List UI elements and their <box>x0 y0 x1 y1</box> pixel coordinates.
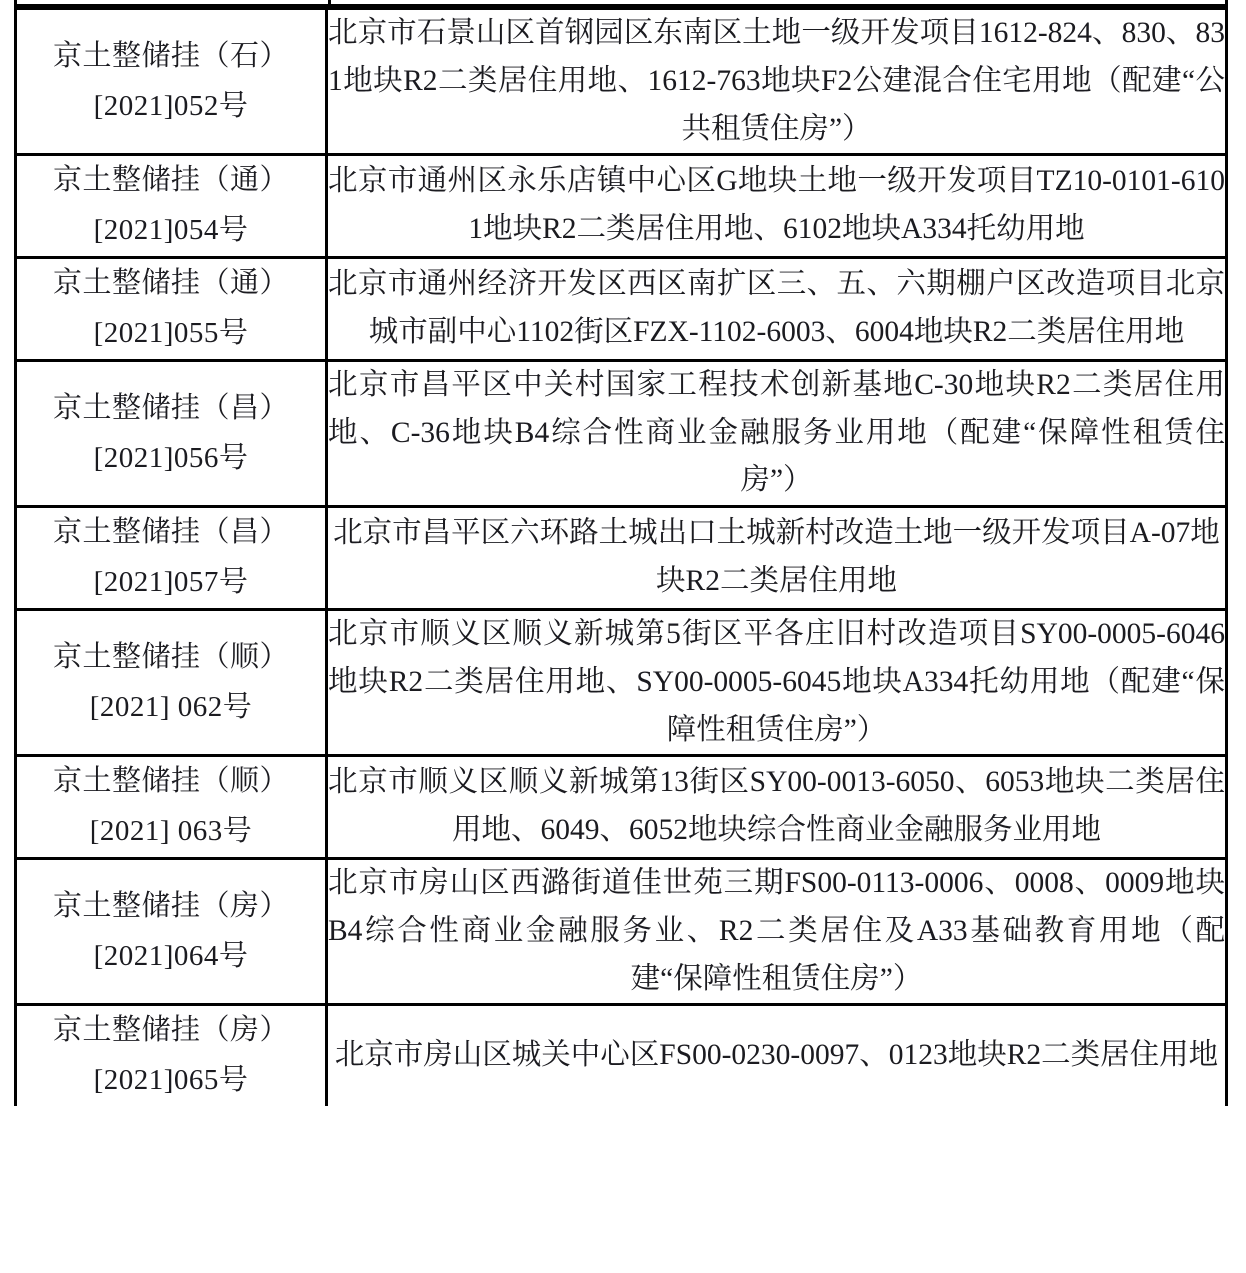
table-body <box>16 9 1227 1107</box>
parcel-code-prefix: 京土整储挂（通） <box>52 164 289 197</box>
table-row <box>16 9 1227 155</box>
parcel-code-number: [2021]057号 <box>93 566 249 599</box>
parcel-description-cell: 北京市房山区城关中心区FS00-0230-0097、0123地块R2二类居住用地 <box>327 1005 1227 1106</box>
clipped-previous-row-border <box>14 0 1228 7</box>
parcel-code-number: [2021]056号 <box>93 441 249 474</box>
parcel-code-number: [2021]054号 <box>93 214 249 247</box>
parcel-code-number: [2021]055号 <box>93 316 249 349</box>
parcel-code-cell <box>16 756 327 859</box>
parcel-description-cell: 北京市昌平区六环路土城出口土城新村改造土地一级开发项目A-07地块R2二类居住用地 <box>327 507 1227 610</box>
parcel-code-cell <box>16 859 327 1005</box>
table-row <box>16 258 1227 361</box>
parcel-description-cell: 北京市顺义区顺义新城第5街区平各庄旧村改造项目SY00-0005-6046地块R2二类居住用地、SY00-0005-6045地块A334托幼用地（配建“保障性租赁住房”） <box>327 609 1227 755</box>
table-row <box>16 155 1227 258</box>
parcel-description-cell: 北京市房山区西潞街道佳世苑三期FS00-0113-0006、0008、0009地块B4综合性商业金融服务业、R2二类居住及A33基础教育用地（配建“保障性租赁住房”） <box>327 859 1227 1005</box>
parcel-code-prefix: 京土整储挂（房） <box>52 1014 289 1047</box>
table-row <box>16 756 1227 859</box>
parcel-description-cell: 北京市顺义区顺义新城第13街区SY00-0013-6050、6053地块二类居住用地、6049、6052地块综合性商业金融服务业用地 <box>327 756 1227 859</box>
land-parcel-table <box>14 7 1228 1106</box>
column-divider <box>328 0 331 4</box>
parcel-code-cell <box>16 507 327 610</box>
table-row <box>16 360 1227 506</box>
parcel-description-cell: 北京市通州区永乐店镇中心区G地块土地一级开发项目TZ10-0101-6101地块R2二类居住用地、6102地块A334托幼用地 <box>327 155 1227 258</box>
parcel-code-prefix: 京土整储挂（昌） <box>52 391 289 424</box>
parcel-code-cell <box>16 609 327 755</box>
parcel-code-cell <box>16 155 327 258</box>
parcel-code-number: [2021]065号 <box>93 1064 249 1097</box>
parcel-code-cell <box>16 258 327 361</box>
parcel-code-prefix: 京土整储挂（顺） <box>52 640 289 673</box>
parcel-code-prefix: 京土整储挂（昌） <box>52 516 289 549</box>
parcel-code-number: [2021]052号 <box>93 89 249 122</box>
parcel-code-cell <box>16 360 327 506</box>
parcel-code-cell <box>16 1005 327 1106</box>
parcel-code-prefix: 京土整储挂（通） <box>52 267 289 300</box>
parcel-code-number: [2021]064号 <box>93 939 249 972</box>
parcel-description-cell: 北京市昌平区中关村国家工程技术创新基地C-30地块R2二类居住用地、C-36地块B4综合性商业金融服务业用地（配建“保障性租赁住房”） <box>327 360 1227 506</box>
parcel-code-prefix: 京土整储挂（石） <box>52 39 289 72</box>
parcel-code-cell <box>16 9 327 155</box>
parcel-code-number: [2021] 062号 <box>89 690 253 723</box>
parcel-description-cell: 北京市通州经济开发区西区南扩区三、五、六期棚户区改造项目北京城市副中心1102街区FZX-1102-6003、6004地块R2二类居住用地 <box>327 258 1227 361</box>
table-row <box>16 859 1227 1005</box>
parcel-code-number: [2021] 063号 <box>89 815 253 848</box>
table-row <box>16 1005 1227 1106</box>
table-row <box>16 507 1227 610</box>
parcel-code-prefix: 京土整储挂（顺） <box>52 765 289 798</box>
table-row <box>16 609 1227 755</box>
parcel-description-cell: 北京市石景山区首钢园区东南区土地一级开发项目1612-824、830、831地块R2二类居住用地、1612-763地块F2公建混合住宅用地（配建“公共租赁住房”） <box>327 9 1227 155</box>
parcel-code-prefix: 京土整储挂（房） <box>52 889 289 922</box>
